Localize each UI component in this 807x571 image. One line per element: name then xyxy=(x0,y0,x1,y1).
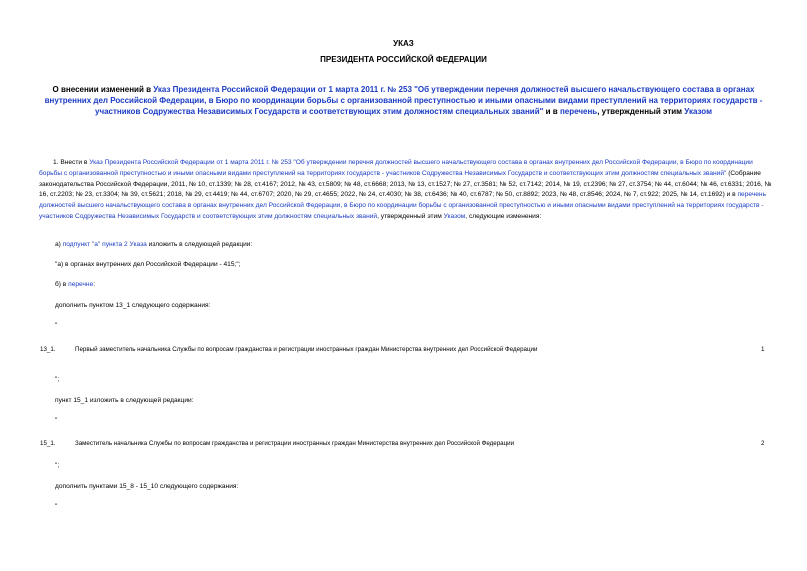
title-link-decree-253[interactable]: Указ Президента Российской Федерации от 1 марта 2011 г. № 253 "Об утверждении перечня должностей высшего начальствующего состава в органах внутренних дел Российской Федерации, в Бюро по координации борьбы с организованной преступностью и иными опасными видами преступлений на территориях государств - участников Содружества Независимых Государств и соответствующих этим должностям специальных званий" xyxy=(44,85,763,116)
item-b-prefix: б) в xyxy=(55,281,69,288)
para1-text-2: (Собрание законодательства Российской Федерации, 2011, № 10, ст.1339; № 28, ст.4167; 2012, № 43, ст.5809; № 48, ст.6668; 2013, № 13, ст.1527; № 27, ст.3581; № 52, ст.7142; 2014, № 19, ст.2396; № 27, ст.3754; № 44, ст.6044; № 46, ст.6331; 2016, № 16, ст.2203; № 23, ст.3304; № 39, ст.5621; 2018, № 29, ст.4419; № 44, ст.6707; 2020, № 29, ст.4655; 2022, № 24, ст.4030; № 38, ст.6436; № 40, ст.6787; № 50, ст.8892; 2023, № 48, ст.8546; 2024, № 7, ст.922; 2025, № 14, ст.1692) и в xyxy=(39,169,772,199)
edit-15-1-instruction: пункт 15_1 изложить в следующей редакции: xyxy=(55,397,194,404)
item-a-quote: "а) в органах внутренних дел Российской Федерации - 415;"; xyxy=(55,261,241,268)
para1-link-decree[interactable]: Указом xyxy=(443,212,466,220)
row-position: Заместитель начальника Службы по вопросам гражданства и регистрации иностранных граждан Министерства внутренних дел Российской Федерации xyxy=(75,440,515,447)
quote-close-2: "; xyxy=(55,462,60,469)
item-b-link[interactable]: перечне xyxy=(68,281,94,288)
para1-text-4: , следующие изменения: xyxy=(465,212,542,220)
row-count: 1 xyxy=(761,346,765,353)
paragraph-1 xyxy=(39,158,774,223)
para1-text-3: , утвержденный этим xyxy=(377,212,444,220)
item-b-suffix: : xyxy=(93,281,96,288)
decree-issuer: ПРЕЗИДЕНТА РОССИЙСКОЙ ФЕДЕРАЦИИ xyxy=(320,55,487,64)
add-13-1-instruction: дополнить пунктом 13_1 следующего содержания: xyxy=(55,302,211,309)
quote-open-3: " xyxy=(55,503,58,510)
para1-text-1: 1. Внести в xyxy=(53,159,90,166)
para1-link-list[interactable]: перечень должностей высшего начальствующего состава в органах внутренних дел Российской Федерации, в Бюро по координации борьбы с организованной преступностью и иными опасными видами преступлений на территориях государств - участников Содружества Независимых Государств и соответствующих этим должностям специальных званий xyxy=(39,191,767,220)
decree-title xyxy=(40,85,767,117)
title-link-list[interactable]: перечень xyxy=(559,106,598,116)
item-a-suffix: изложить в следующей редакции: xyxy=(146,241,253,248)
decree-heading: УКАЗ xyxy=(393,39,414,48)
para1-link-decree-253[interactable]: Указ Президента Российской Федерации от 1 марта 2011 г. № 253 "Об утверждении перечня должностей высшего начальствующего состава в органах внутренних дел Российской Федерации, в Бюро по координации борьбы с организованной преступностью и иными опасными видами преступлений на территориях государств - участников Содружества Независимых Государств и соответствующих этим должностям специальных званий" xyxy=(39,159,753,177)
item-a-prefix: а) xyxy=(55,241,63,248)
row-number: 15_1. xyxy=(40,440,56,447)
add-15-8-instruction: дополнить пунктами 15_8 - 15_10 следующего содержания: xyxy=(55,483,239,490)
quote-open-2: " xyxy=(55,417,58,424)
title-text-3: , утвержденный этим xyxy=(597,106,685,116)
item-b xyxy=(55,281,95,288)
item-a xyxy=(55,241,252,248)
item-a-link[interactable]: подпункт "а" пункта 2 Указа xyxy=(62,241,147,248)
row-position: Первый заместитель начальника Службы по вопросам гражданства и регистрации иностранных граждан Министерства внутренних дел Российской Федерации xyxy=(75,346,538,353)
title-text-1: О внесении изменений в xyxy=(52,85,154,94)
quote-close-1: "; xyxy=(55,376,60,383)
quote-open-1: " xyxy=(55,322,58,329)
title-text-2: и в xyxy=(543,106,560,116)
row-count: 2 xyxy=(761,440,765,447)
title-link-decree[interactable]: Указом xyxy=(684,106,712,116)
row-number: 13_1. xyxy=(40,346,56,353)
